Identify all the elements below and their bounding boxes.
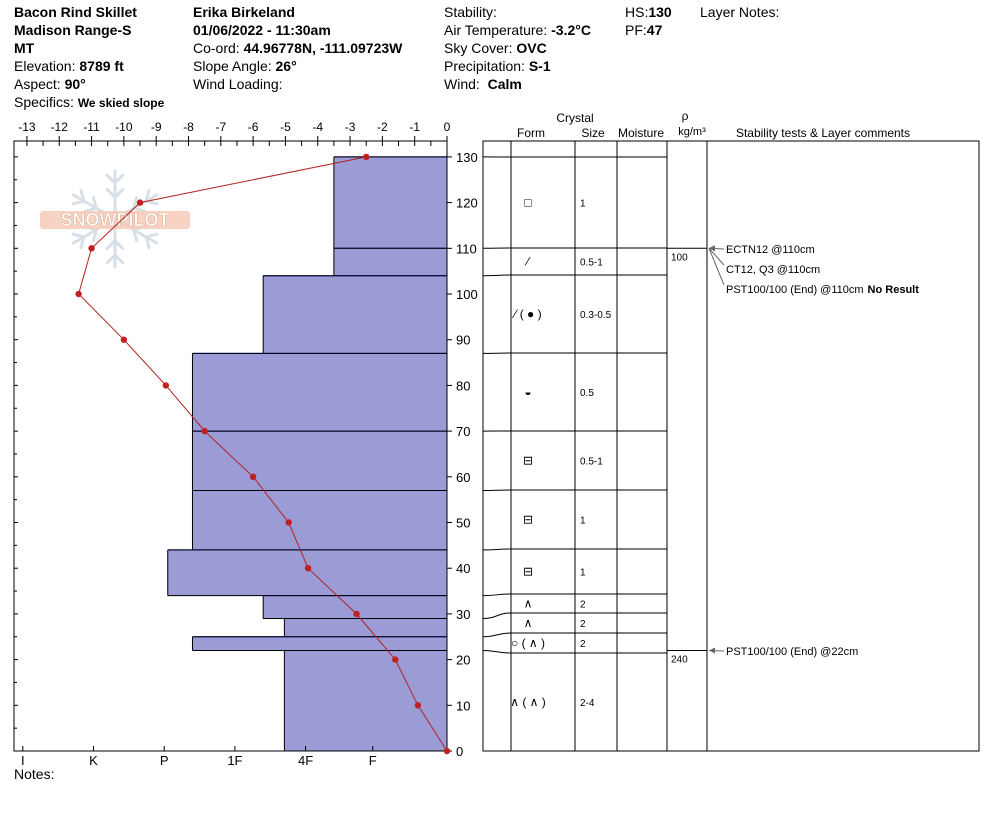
temp-tick-label: -1 — [409, 120, 421, 134]
grain-size: 0.5-1 — [580, 257, 603, 269]
snowflake-branch — [146, 234, 157, 237]
notes-label: Notes: — [14, 766, 55, 782]
height-tick-label: 120 — [456, 195, 478, 211]
depth-connector — [483, 613, 511, 618]
hs-value: 130 — [648, 4, 672, 20]
temp-tick-label: -8 — [183, 120, 194, 134]
wind-label: Wind: — [444, 76, 480, 92]
slope-label: Slope Angle: — [193, 58, 272, 74]
sky-value: OVC — [516, 40, 547, 56]
pf-label: PF: — [625, 22, 647, 38]
temperature-point — [137, 199, 143, 205]
grain-size: 2 — [580, 639, 586, 650]
coord-value: 44.96778N, -111.09723W — [243, 40, 403, 56]
slope-value: 26° — [275, 58, 297, 74]
stability-label: Stability: — [444, 4, 497, 20]
temperature-point — [88, 245, 94, 251]
depth-connector — [483, 594, 511, 596]
height-tick-label: 60 — [456, 469, 471, 485]
layer-notes-label: Layer Notes: — [700, 4, 780, 20]
temperature-point — [415, 702, 421, 708]
grain-size: 1 — [580, 567, 586, 579]
grain-form-symbol: ⊟ — [522, 512, 534, 527]
air-temp-label: Air Temperature: — [444, 22, 548, 38]
stability-test-result: No Result — [867, 284, 919, 296]
hs-label: HS: — [625, 4, 649, 20]
grain-form-symbol: ○ ( ∧ ) — [510, 636, 546, 650]
precip-label: Precipitation: — [444, 58, 525, 74]
height-tick-label: 30 — [456, 606, 471, 622]
aspect-label: Aspect: — [14, 76, 61, 92]
depth-connector — [483, 490, 511, 491]
stability-test-text: CT12, Q3 @110cm — [726, 264, 821, 276]
grain-form-symbol: ⊟ — [522, 564, 534, 579]
height-tick-label: 110 — [456, 241, 477, 257]
test-arrow — [709, 248, 724, 285]
depth-connector — [483, 633, 511, 637]
temperature-point — [201, 428, 207, 434]
height-tick-label: 20 — [456, 652, 471, 668]
hardness-bar — [334, 157, 447, 248]
temperature-point — [75, 291, 81, 297]
grain-size: 0.3-0.5 — [580, 310, 612, 321]
crystal-header: Crystal — [556, 111, 594, 125]
hardness-tick-label: 4F — [298, 753, 314, 768]
hardness-bar — [192, 491, 447, 550]
temperature-point — [285, 519, 291, 525]
air-temp-value: -3.2°C — [551, 22, 591, 38]
temp-tick-label: -7 — [215, 120, 227, 134]
grain-size: 2 — [580, 599, 586, 611]
temperature-point — [363, 154, 369, 160]
location-name: Bacon Rind Skillet — [14, 4, 137, 20]
hardness-bar — [168, 550, 447, 596]
height-tick-label: 130 — [456, 149, 478, 165]
hardness-bar — [284, 650, 447, 751]
specifics-label: Specifics: — [14, 94, 74, 110]
test-arrowhead — [709, 647, 715, 653]
wind-loading-label: Wind Loading: — [193, 76, 283, 92]
hardness-tick-label: 1F — [227, 753, 243, 768]
grain-size: 2 — [580, 619, 586, 630]
temp-tick-label: -6 — [247, 120, 259, 134]
elevation-label: Elevation: — [14, 58, 76, 74]
grain-form-symbol: ◒ — [524, 385, 532, 399]
density-symbol-header: ρ — [681, 109, 689, 123]
hardness-bar — [284, 618, 447, 636]
hardness-tick-label: F — [368, 753, 377, 768]
depth-connector — [483, 549, 511, 550]
stability-header: Stability tests & Layer comments — [735, 126, 911, 140]
height-tick-label: 0 — [456, 744, 464, 759]
temp-tick-label: -2 — [377, 120, 388, 134]
grain-form-symbol: □ — [524, 195, 532, 210]
density-value: 240 — [671, 654, 688, 666]
height-tick-label: 90 — [456, 332, 471, 348]
height-tick-label: 80 — [456, 378, 471, 394]
stability-test-text: PST100/100 (End) @110cm — [726, 284, 864, 296]
temperature-point — [305, 565, 311, 571]
hardness-tick-label: P — [159, 753, 169, 768]
logo-text: SNOWPILOT — [60, 210, 170, 230]
temp-tick-label: -4 — [312, 120, 324, 134]
observation-datetime: 01/06/2022 - 11:30am — [193, 22, 331, 38]
size-header: Size — [581, 126, 605, 140]
hardness-tick-label: K — [89, 753, 98, 768]
specifics-value: We skied slope — [77, 96, 165, 110]
hardness-bar — [334, 248, 447, 275]
hardness-bar — [192, 637, 447, 651]
precip-value: S-1 — [528, 58, 551, 74]
grain-size: 1 — [580, 198, 586, 210]
grain-form-symbol: ⁄ ( ● ) — [514, 307, 542, 321]
depth-connector — [483, 650, 511, 653]
table-frame — [483, 141, 979, 751]
grain-form-symbol: ∧ — [523, 616, 533, 630]
height-tick-label: 70 — [456, 424, 471, 440]
pf-value: 47 — [646, 22, 663, 38]
depth-connector — [483, 275, 511, 276]
snowflake-branch — [73, 201, 84, 204]
density-unit-header: kg/m³ — [678, 126, 706, 138]
temp-tick-label: -11 — [83, 120, 100, 134]
temperature-point — [392, 656, 398, 662]
temp-tick-label: -10 — [115, 120, 133, 134]
temp-tick-label: -12 — [50, 120, 68, 134]
hardness-tick-label: I — [20, 753, 25, 768]
hardness-bar — [263, 276, 447, 354]
grain-size: 0.5-1 — [580, 456, 603, 468]
grain-size: 0.5 — [580, 388, 594, 399]
temperature-point — [353, 611, 359, 617]
hardness-bar — [192, 353, 447, 431]
grain-form-symbol: ∧ ( ∧ ) — [510, 695, 546, 709]
coord-label: Co-ord: — [193, 40, 240, 56]
snowpilot-logo — [40, 171, 190, 267]
wind-value: Calm — [487, 76, 522, 92]
test-arrow — [709, 248, 724, 265]
hardness-bar — [192, 431, 447, 490]
range-name: Madison Range-S — [14, 22, 132, 38]
temp-tick-label: 0 — [443, 120, 451, 134]
observer-name: Erika Birkeland — [193, 4, 295, 20]
density-value: 100 — [671, 252, 688, 264]
moisture-header: Moisture — [617, 126, 665, 140]
temperature-point — [250, 474, 256, 480]
temp-tick-label: -5 — [280, 120, 291, 134]
elevation-value: 8789 ft — [79, 58, 124, 74]
aspect-value: 90° — [64, 76, 86, 92]
height-tick-label: 100 — [456, 287, 478, 302]
grain-size: 2-4 — [580, 698, 595, 709]
temp-tick-label: -3 — [344, 120, 356, 134]
grain-form-symbol: ⁄ — [526, 254, 530, 269]
height-tick-label: 10 — [456, 698, 471, 714]
temperature-point — [444, 748, 450, 754]
state-name: MT — [14, 40, 35, 56]
temp-tick-label: -9 — [150, 120, 162, 134]
stability-test-text: ECTN12 @110cm — [726, 244, 815, 256]
stability-test-text: PST100/100 (End) @22cm — [726, 646, 859, 658]
grain-form-symbol: ∧ — [523, 596, 533, 611]
height-tick-label: 50 — [456, 515, 471, 531]
sky-label: Sky Cover: — [444, 40, 513, 56]
temp-tick-label: -13 — [18, 120, 36, 134]
temperature-point — [163, 382, 169, 388]
snowflake-branch — [73, 234, 84, 237]
grain-form-symbol: ⊟ — [522, 453, 534, 468]
temperature-point — [121, 337, 127, 343]
form-header: Form — [517, 126, 545, 140]
grain-size: 1 — [580, 515, 586, 527]
height-tick-label: 40 — [456, 561, 471, 577]
